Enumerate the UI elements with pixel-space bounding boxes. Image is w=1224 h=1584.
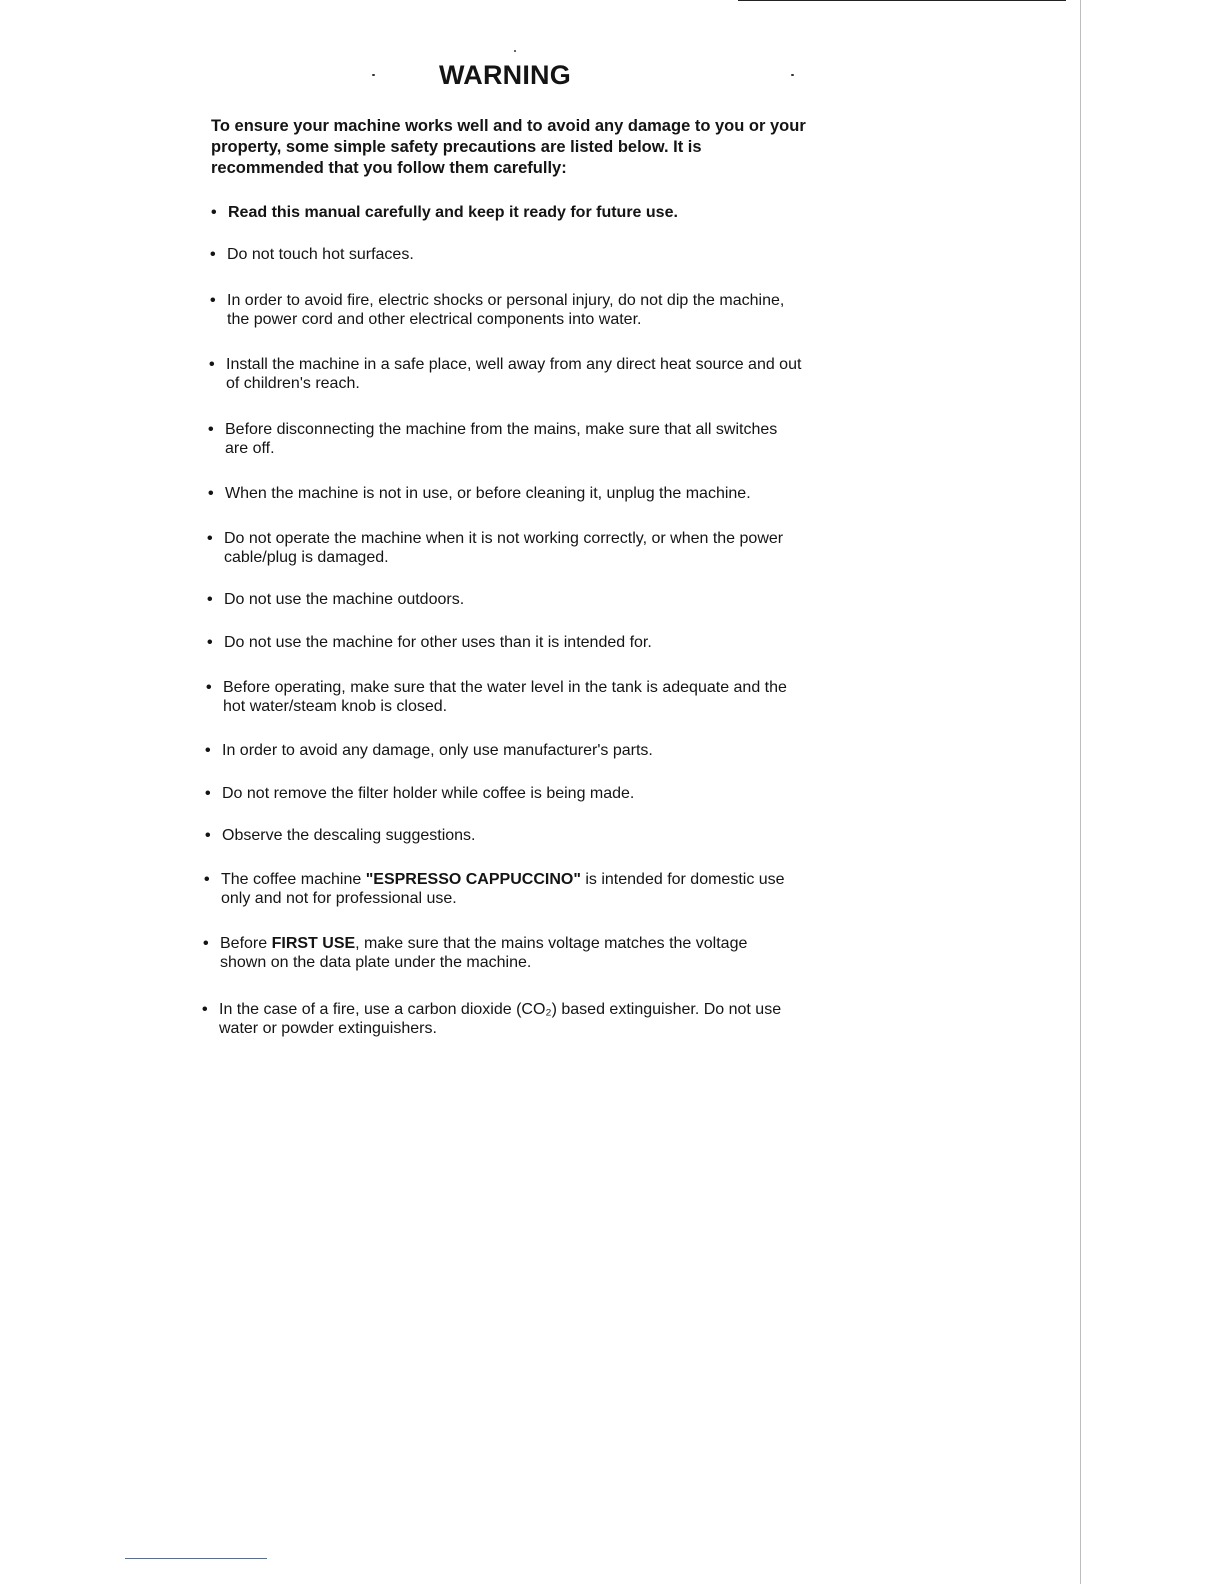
list-item bbox=[207, 590, 802, 609]
scan-edge-right bbox=[1080, 0, 1081, 1584]
text-run: is intended for domestic use only and not for professional use. bbox=[221, 871, 785, 907]
bullet-icon: • bbox=[204, 871, 210, 888]
bullet-icon: • bbox=[208, 421, 214, 438]
scan-speck bbox=[791, 74, 794, 76]
bullet-icon: • bbox=[210, 246, 216, 263]
bullet-icon: • bbox=[205, 827, 211, 844]
list-item bbox=[208, 420, 803, 458]
list-item bbox=[209, 355, 804, 393]
list-item bbox=[205, 784, 800, 803]
scan-speck bbox=[372, 74, 375, 76]
list-item bbox=[207, 529, 802, 567]
list-item-text: In order to avoid any damage, only use manufacturer's parts. bbox=[222, 742, 653, 759]
bullet-icon: • bbox=[208, 485, 214, 502]
list-item bbox=[204, 870, 799, 908]
bullet-icon: • bbox=[203, 935, 209, 952]
list-item bbox=[208, 484, 803, 503]
list-item-text bbox=[221, 870, 799, 908]
list-item bbox=[202, 1000, 797, 1038]
list-item-text: Do not operate the machine when it is not working correctly, or when the power cable/plug is damaged. bbox=[224, 530, 784, 566]
intro-paragraph: To ensure your machine works well and to avoid any damage to you or your property, some simple safety precautions are listed below. It is recommended that you follow them carefully: bbox=[211, 117, 806, 177]
list-item bbox=[206, 678, 801, 716]
bullet-icon: • bbox=[209, 356, 215, 373]
text-run: , make sure that the mains voltage matches the voltage shown on the data plate under the machine. bbox=[220, 935, 748, 971]
list-item bbox=[207, 633, 802, 652]
text-run: The coffee machine bbox=[221, 871, 366, 888]
list-item-text: Do not remove the filter holder while coffee is being made. bbox=[222, 785, 635, 802]
list-item-text: When the machine is not in use, or before cleaning it, unplug the machine. bbox=[225, 485, 751, 502]
first-use-label: FIRST USE bbox=[271, 935, 356, 952]
list-item-text: Do not use the machine outdoors. bbox=[224, 591, 465, 608]
list-item bbox=[203, 934, 798, 972]
scan-edge-top bbox=[738, 0, 1066, 1]
list-item-text: Before operating, make sure that the water level in the tank is adequate and the hot water/steam knob is closed. bbox=[223, 679, 787, 715]
bullet-icon: • bbox=[202, 1001, 208, 1018]
product-name: "ESPRESSO CAPPUCCINO" bbox=[365, 871, 581, 888]
bullet-icon: • bbox=[210, 292, 216, 309]
list-item-text: Do not use the machine for other uses than it is intended for. bbox=[224, 634, 652, 651]
list-item bbox=[210, 291, 805, 329]
list-item bbox=[211, 203, 806, 222]
bullet-icon: • bbox=[211, 204, 217, 221]
bullet-icon: • bbox=[207, 634, 213, 651]
bullet-icon: • bbox=[205, 785, 211, 802]
scan-speck bbox=[514, 50, 516, 52]
bullet-icon: • bbox=[206, 679, 212, 696]
list-item-text bbox=[220, 934, 798, 972]
scan-edge-bottom bbox=[125, 1558, 267, 1559]
text-run: Before bbox=[220, 935, 272, 952]
bullet-icon: • bbox=[205, 742, 211, 759]
bullet-icon: • bbox=[207, 591, 213, 608]
list-item-text: Read this manual carefully and keep it ready for future use. bbox=[228, 204, 678, 221]
list-item-text: Install the machine in a safe place, well away from any direct heat source and out of children's reach. bbox=[226, 356, 802, 392]
list-item-text: Do not touch hot surfaces. bbox=[227, 246, 414, 263]
list-item-text: In order to avoid fire, electric shocks or personal injury, do not dip the machine, the power cord and other electrical components into water. bbox=[227, 292, 785, 328]
page-title: WARNING bbox=[439, 60, 571, 90]
list-item-text: Before disconnecting the machine from the mains, make sure that all switches are off. bbox=[225, 421, 778, 457]
list-item bbox=[210, 245, 805, 264]
list-item-text: In the case of a fire, use a carbon dioxide (CO₂) based extinguisher. Do not use water or powder extinguishers. bbox=[219, 1001, 782, 1037]
bullet-icon: • bbox=[207, 530, 213, 547]
list-item bbox=[205, 741, 800, 760]
list-item bbox=[205, 826, 800, 845]
list-item-text: Observe the descaling suggestions. bbox=[222, 827, 476, 844]
